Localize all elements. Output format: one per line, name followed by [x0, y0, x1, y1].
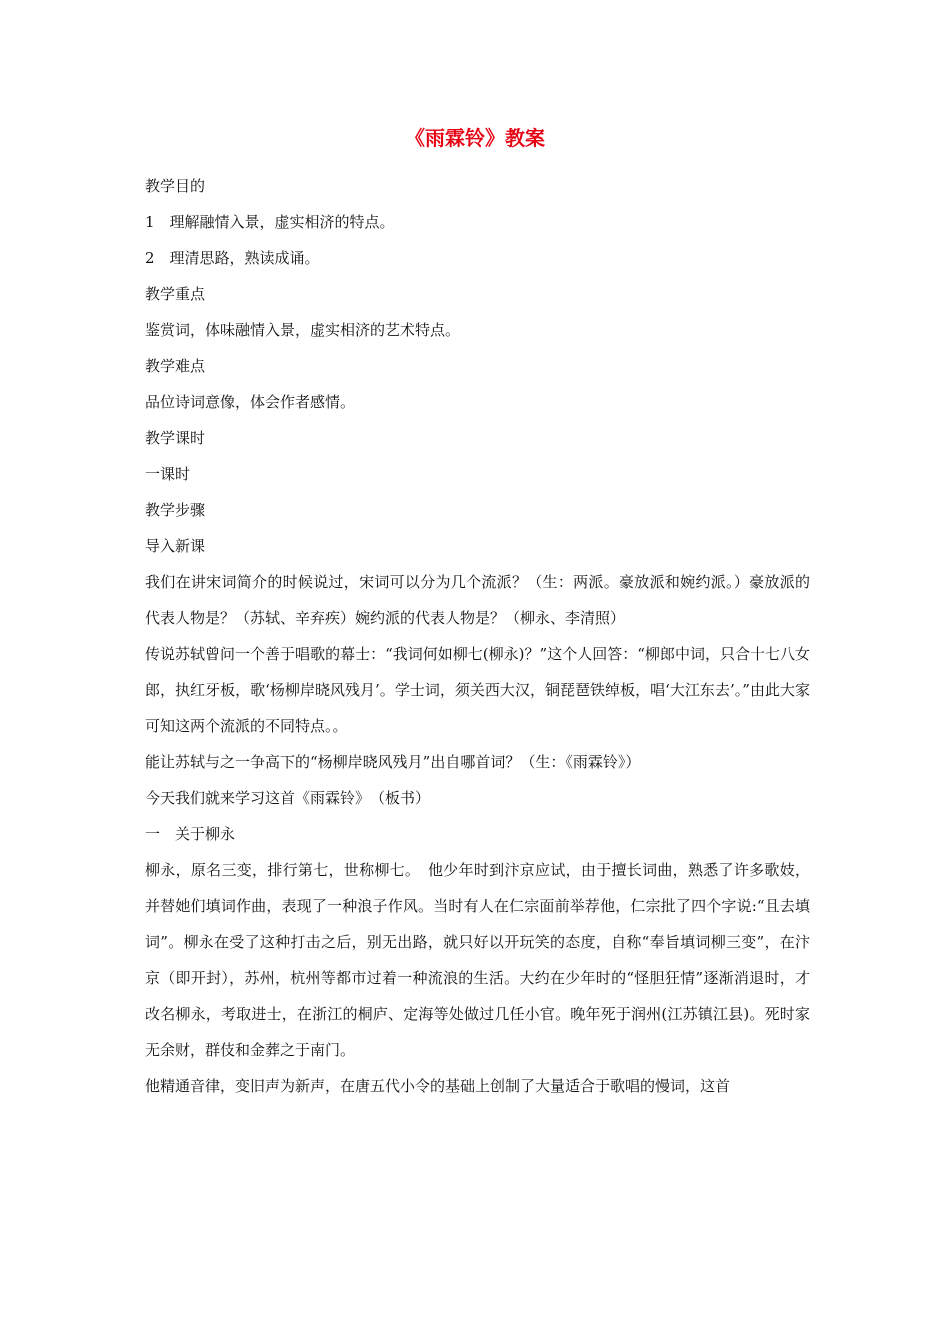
paragraph-music: 他精通音律，变旧声为新声，在唐五代小令的基础上创制了大量适合于歌唱的慢词，这首: [145, 1077, 731, 1095]
key-points-text: 鉴赏词，体味融情入景，虚实相济的艺术特点。: [145, 321, 461, 339]
paragraph-schools: 我们在讲宋词简介的时候说过，宋词可以分为几个流派？（生：两派。豪放派和婉约派。）豪放派的代表人物是？（苏轼、辛弃疾）婉约派的代表人物是？（柳永、李清照）: [145, 573, 810, 627]
paragraph-anecdote: 传说苏轼曾问一个善于唱歌的幕士：“我词何如柳七(柳永)？”这个人回答：“柳郎中词，只合十七八女郎，执红牙板，歌‘杨柳岸晓风残月’。学士词，须关西大汉，铜琵琶铁绰板，唱‘大江东去’。”由此大家可知这两个流派的不同特点。。: [145, 645, 810, 735]
heading-teaching-goals: 教学目的: [145, 177, 206, 195]
paragraph-today: 今天我们就来学习这首《雨霖铃》 （板书）: [145, 789, 431, 807]
document-title: 《雨霖铃》教案: [405, 126, 545, 150]
heading-key-points: 教学重点: [145, 285, 206, 303]
heading-introduction: 导入新课: [145, 537, 206, 555]
heading-difficulties: 教学难点: [145, 357, 206, 375]
class-hours-text: 一课时: [145, 465, 191, 483]
heading-class-hours: 教学课时: [145, 429, 206, 447]
heading-about-liu-yong: 一 关于柳永: [145, 825, 236, 843]
paragraph-question: 能让苏轼与之一争高下的“杨柳岸晓风残月”出自哪首词？（生：《雨霖铃》）: [145, 753, 641, 771]
goal-item-2: 2 理清思路，熟读成诵。: [145, 249, 320, 267]
document-body: [145, 174, 810, 1110]
goal-item-1: 1 理解融情入景，虚实相济的特点。: [145, 213, 395, 231]
difficulties-text: 品位诗词意像，体会作者感情。: [145, 393, 356, 411]
paragraph-biography: 柳永，原名三变，排行第七，世称柳七。 他少年时到汴京应试，由于擅长词曲，熟悉了许多歌妓，并替她们填词作曲，表现了一种浪子作风。当时有人在仁宗面前举荐他，仁宗批了四个字说:“且去填词”。柳永在受了这种打击之后，别无出路，就只好以开玩笑的态度，自称“奉旨填词柳三变”，在汴京（即开封），苏州，杭州等都市过着一种流浪的生活。大约在少年时的“怪胆狂情”逐渐消退时，才改名柳永，考取进士，在浙江的桐庐、定海等处做过几任小官。晚年死于润州(江苏镇江县)。死时家无余财，群伎和金葬之于南门。: [145, 861, 810, 1059]
heading-teaching-steps: 教学步骤: [145, 501, 206, 519]
